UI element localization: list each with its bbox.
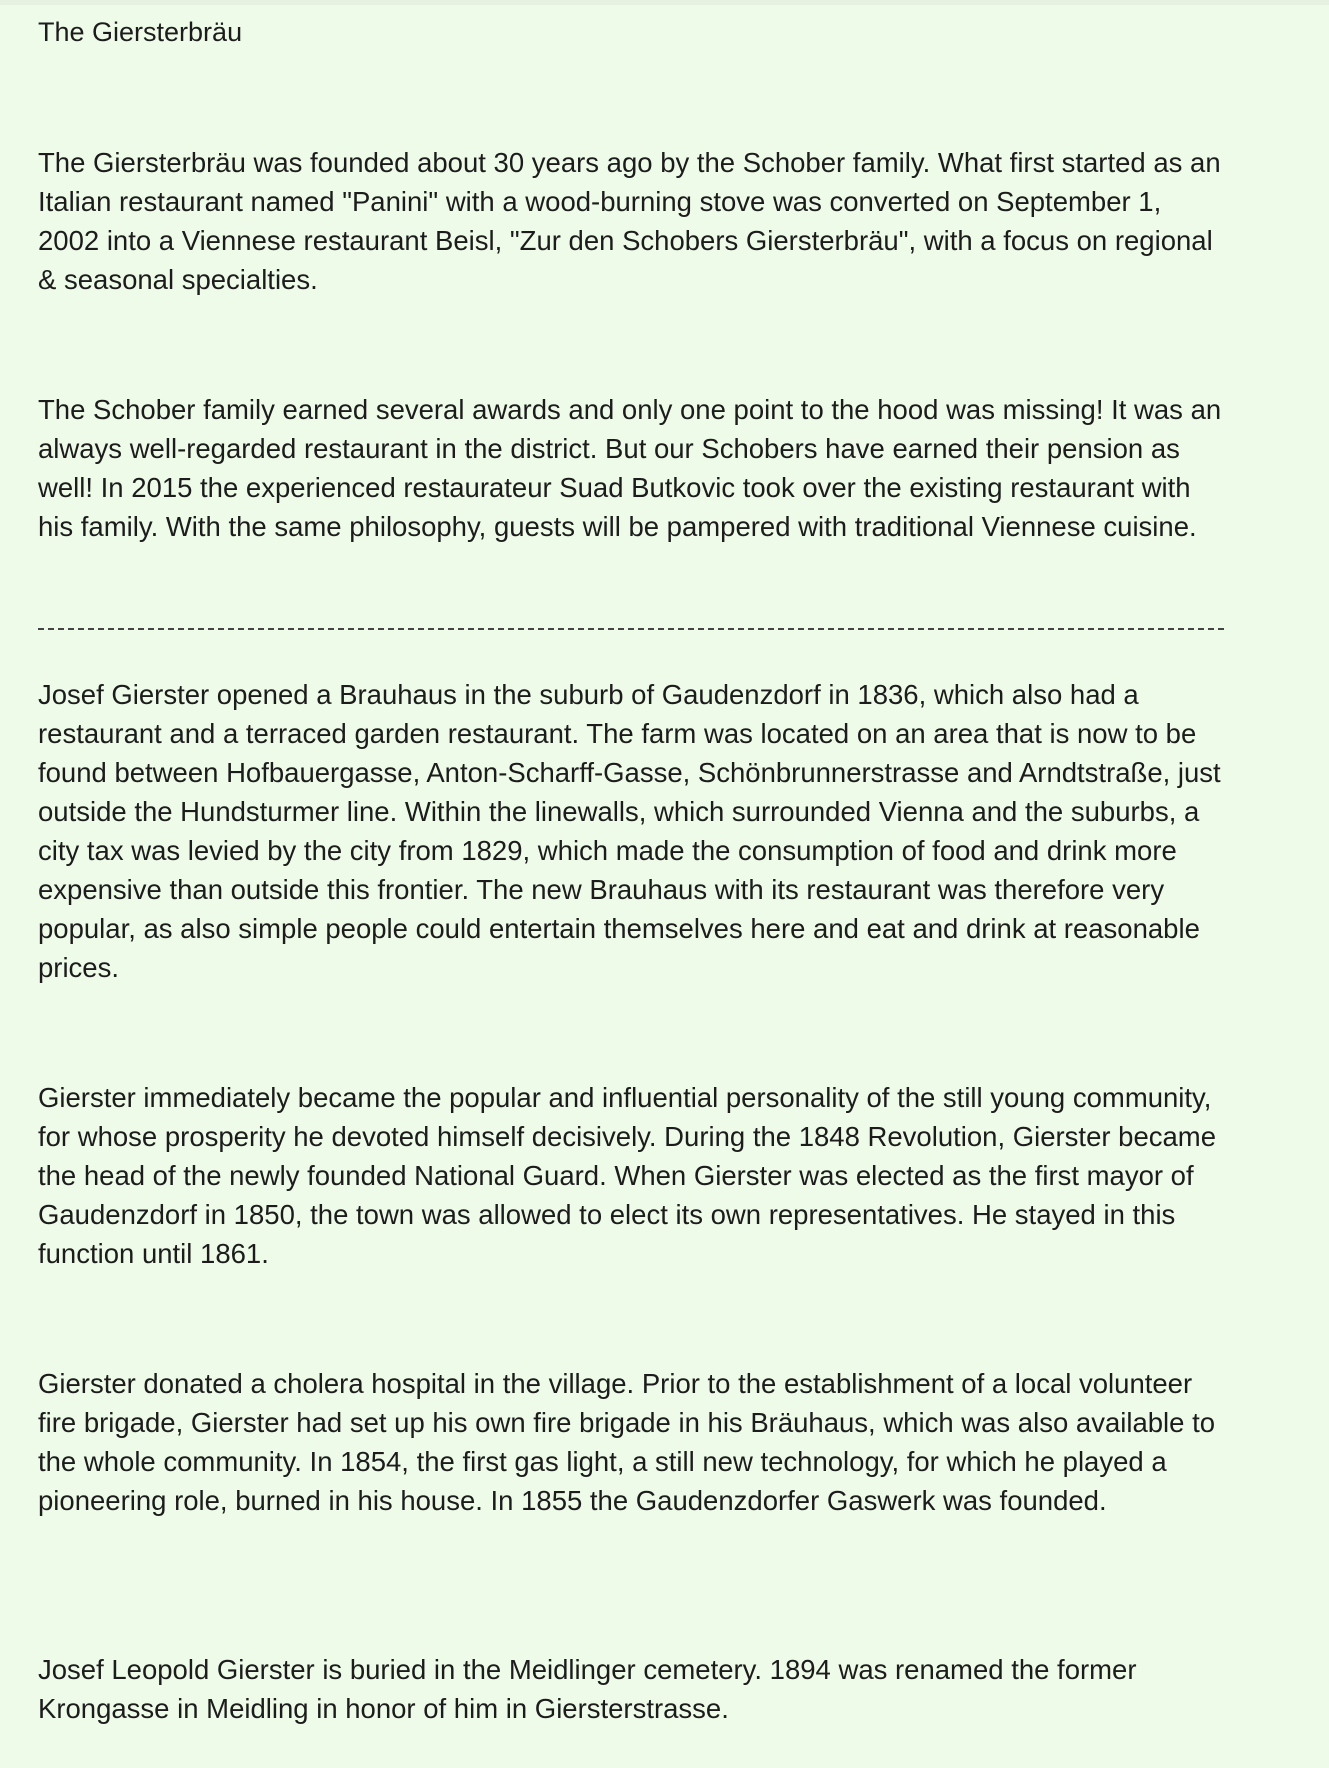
paragraph-brauhaus-history: Josef Gierster opened a Brauhaus in the suburb of Gaudenzdorf in 1836, which also had a restaurant and a terraced garden restaurant. The farm was located on an area that is now to be found between Hofbauergasse, Anton-Scharff-Gasse, Schönbrunnerstrasse and Arndtstraße, just outside the Hundsturmer line. Within the linewalls, which surrounded Vienna and the suburbs, a city tax was levied by the city from 1829, which made the consumption of food and drink more expensive than outside this frontier. The new Brauhaus with its restaurant was therefore very popular, as also simple people could entertain themselves here and eat and drink at reasonable prices. (38, 679, 1221, 983)
document-title: The Giersterbräu (38, 17, 243, 47)
paragraph-burial: Josef Leopold Gierster is buried in the Meidlinger cemetery. 1894 was renamed the former Krongasse in Meidling in honor of him in Giersterstrasse. (38, 1654, 1137, 1724)
paragraph-cholera-hospital: Gierster donated a cholera hospital in the village. Prior to the establishment of a local volunteer fire brigade, Gierster had set up his own fire brigade in his Bräuhaus, which was also available to the whole community. In 1854, the first gas light, a still new technology, for which he played a pioneering role, burned in his house. In 1855 the Gaudenzdorfer Gaswerk was founded. (38, 1368, 1216, 1516)
paragraph-founding: The Giersterbräu was founded about 30 years ago by the Schober family. What first started as an Italian restaurant named "Panini" with a wood-burning stove was converted on September 1, 2002 into a Viennese restaurant Beisl, "Zur den Schobers Giersterbräu", with a focus on regional & seasonal specialties. (38, 147, 1221, 295)
paragraph-gierster-mayor: Gierster immediately became the popular and influential personality of the still young community, for whose prosperity he devoted himself decisively. During the 1848 Revolution, Gierster became the head of the newly founded National Guard. When Gierster was elected as the first mayor of Gaudenzdorf in 1850, the town was allowed to elect its own representatives. He stayed in this function until 1861. (38, 1082, 1217, 1269)
top-edge-strip (0, 0, 1329, 5)
dashed-separator (38, 628, 1224, 630)
paragraph-schober-family: The Schober family earned several awards and only one point to the hood was missing! It was an always well-regarded restaurant in the district. But our Schobers have earned their pension as well! In 2015 the experienced restaurateur Suad Butkovic took over the existing restaurant with his family. With the same philosophy, guests will be pampered with traditional Viennese cuisine. (38, 394, 1222, 542)
